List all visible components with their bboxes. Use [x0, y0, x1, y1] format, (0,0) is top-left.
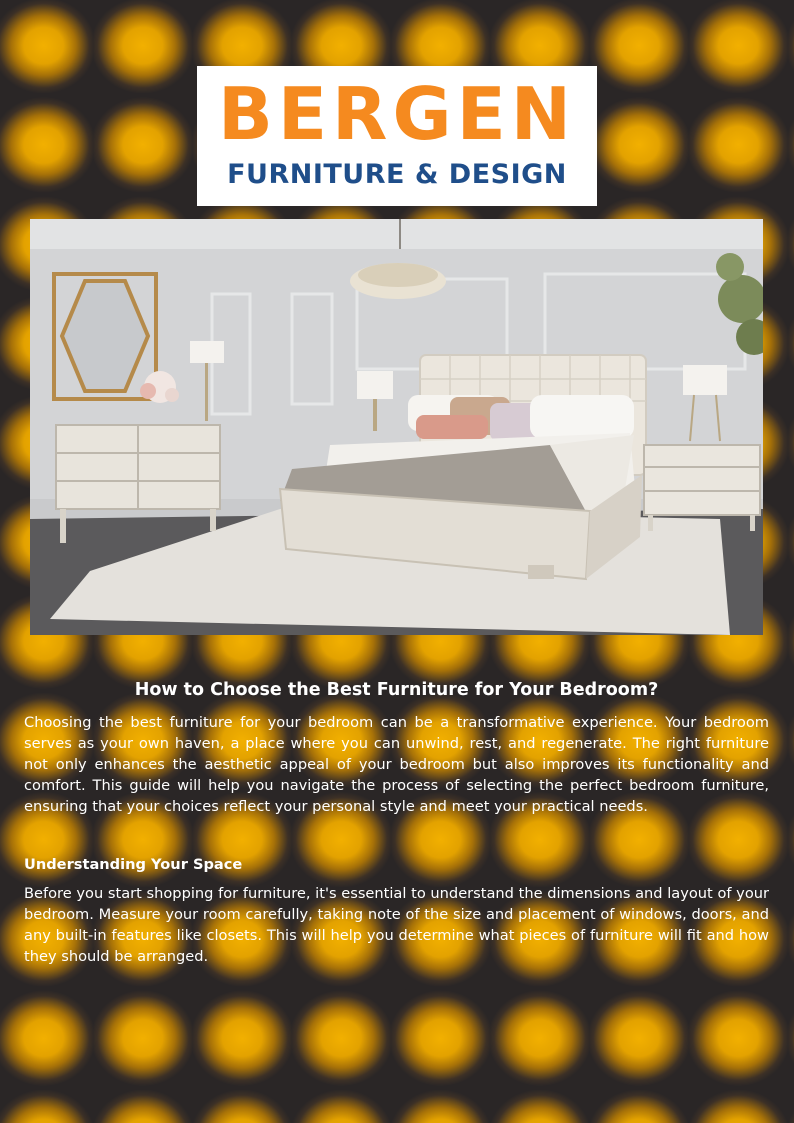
brand-logo	[197, 66, 597, 206]
bedroom-photo	[30, 219, 763, 635]
intro-paragraph: Choosing the best furniture for your bedroom can be a transformative experience. Your bedroom serves as your own haven, a place where you can unwind, rest, and regenerate. The right furniture not only enhances the aesthetic appeal of your bedroom but also improves its functionality and comfort. This guide will help you navigate the process of selecting the perfect bedroom furniture, ensuring that your choices reflect your personal style and meet your practical needs.	[24, 714, 769, 815]
bedroom-illustration	[30, 219, 763, 635]
logo-brand-text: BERGEN	[217, 72, 577, 156]
section-heading: Understanding Your Space	[24, 856, 243, 873]
logo-tagline-text: FURNITURE & DESIGN	[227, 159, 567, 190]
section-paragraph: Before you start shopping for furniture, it's essential to understand the dimensions and layout of your bedroom. Measure your room carefully, taking note of the size and placement of windows, doors, and any built-in features like closets. This will help you determine what pieces of furniture will fit and how they should be arranged.	[24, 885, 769, 965]
article-title: How to Choose the Best Furniture for Your Bedroom?	[134, 680, 659, 700]
